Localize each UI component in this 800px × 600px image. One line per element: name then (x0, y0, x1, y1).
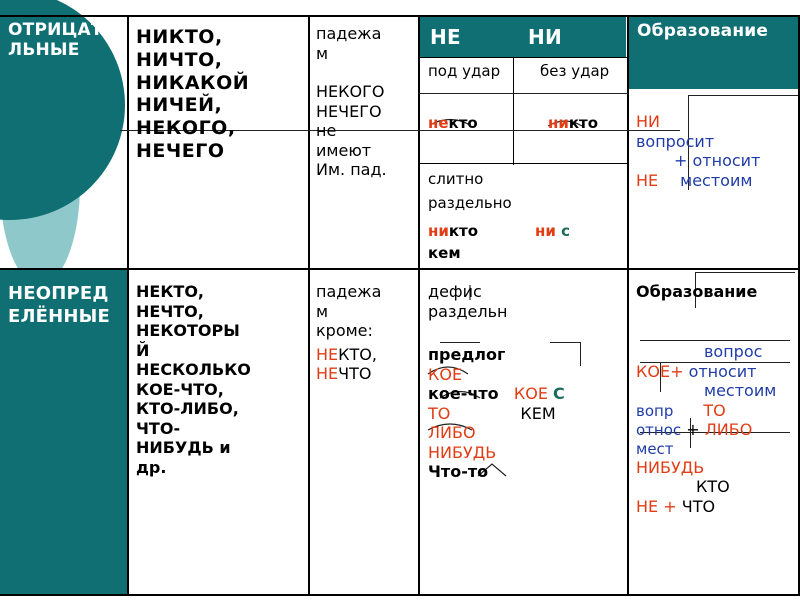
row2-examples: НЕКТО, НЕЧТО, НЕКОТОРЫ Й НЕСКОЛЬКО КОЕ-ЧТО, КТО-ЛИБО, ЧТО- НИБУДЬ и др. (136, 282, 251, 477)
ne-ni-header (420, 17, 626, 57)
ne-label: НЕ (430, 25, 461, 49)
separate-label: раздельно (428, 194, 512, 212)
ni-label: НИ (528, 25, 562, 49)
example-nikto-solid: никто (428, 222, 479, 240)
solid-label: слитно (428, 170, 484, 188)
nostress-label: без удар (540, 62, 610, 80)
stress-label: под удар (428, 62, 501, 80)
example-ni-s-kem: ни с (535, 222, 571, 240)
row1-formation-body: НИ вопросит + относит НЕ местоим (636, 112, 761, 190)
example-nikto: никто (548, 114, 599, 132)
row1-formation-header: Образование (629, 17, 798, 89)
row1-case-info: падежа м НЕКОГО НЕЧЕГО не имеют Им. пад. (316, 24, 387, 180)
row2-case-info: падежа м кроме: НЕКТО, НЕЧТО (316, 282, 382, 384)
row1-examples: НИКТО, НИЧТО, НИКАКОЙ НИЧЕЙ, НЕКОГО, НЕЧЕГО (136, 26, 250, 162)
row1-type-label: ОТРИЦАТЕЛЬНЫЕ (8, 20, 115, 61)
row2-type-label: НЕОПРЕДЕЛЁННЫЕ (8, 283, 111, 328)
row2-formation-title: Образование (636, 282, 758, 301)
row2-formation-body: вопрос КОЕ+ относит местоим вопр ТО относ + ЛИБО мест НИБУДЬ КТО НЕ + ЧТО (636, 342, 777, 516)
example-nekto: некто (428, 114, 478, 132)
example-kem: кем (428, 244, 461, 262)
row2-spelling: дефис раздельн предлог КОЕ кое-что КОЕ С ТО КЕМ ЛИБО НИБУДЬ Что-то (428, 282, 565, 482)
